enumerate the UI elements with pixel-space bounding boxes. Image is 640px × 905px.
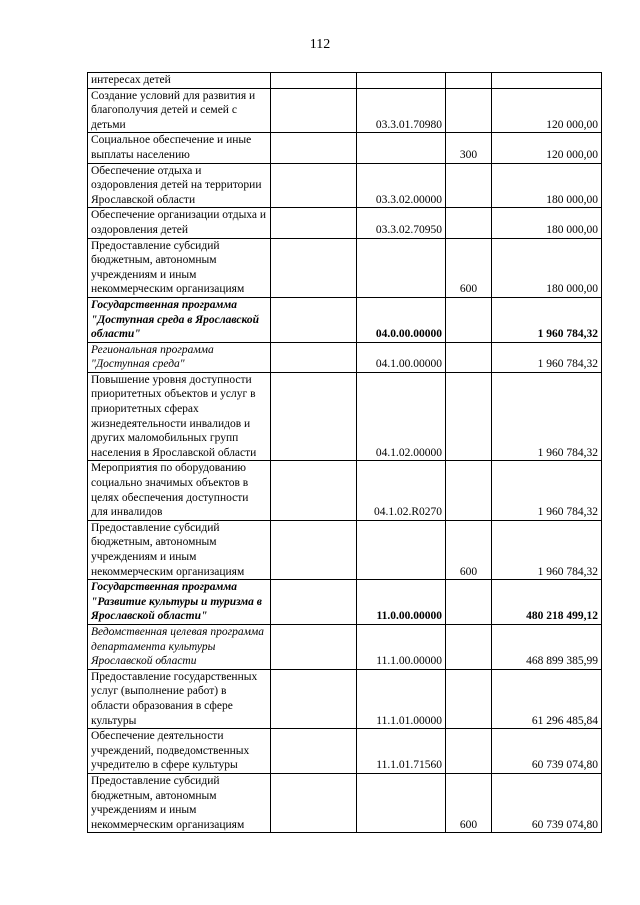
target-code-cell — [357, 773, 446, 832]
expense-type-cell: 600 — [446, 520, 492, 579]
expense-type-cell: 600 — [446, 773, 492, 832]
item-name-cell: Государственная программа "Доступная среда в Ярославской области" — [88, 297, 271, 342]
empty-column-cell — [271, 208, 357, 238]
item-name-cell: Предоставление субсидий бюджетным, автономным учреждениям и иным некоммерческим организациям — [88, 238, 271, 297]
table-row — [88, 461, 602, 520]
amount-cell: 468 899 385,99 — [492, 624, 602, 669]
table-row — [88, 520, 602, 579]
amount-cell: 1 960 784,32 — [492, 342, 602, 372]
expense-type-cell — [446, 342, 492, 372]
amount-cell: 180 000,00 — [492, 163, 602, 208]
amount-cell: 60 739 074,80 — [492, 773, 602, 832]
item-name-cell: Обеспечение организации отдыха и оздоровления детей — [88, 208, 271, 238]
amount-cell: 1 960 784,32 — [492, 461, 602, 520]
table-row — [88, 163, 602, 208]
table-row — [88, 208, 602, 238]
target-code-cell: 03.3.01.70980 — [357, 88, 446, 133]
table-row — [88, 624, 602, 669]
table-row — [88, 372, 602, 461]
empty-column-cell — [271, 461, 357, 520]
page-number: 112 — [309, 37, 331, 52]
empty-column-cell — [271, 73, 357, 89]
target-code-cell: 04.0.00.00000 — [357, 297, 446, 342]
expense-type-cell — [446, 729, 492, 774]
table-row — [88, 580, 602, 625]
budget-table-body — [88, 73, 602, 833]
table-row — [88, 238, 602, 297]
empty-column-cell — [271, 238, 357, 297]
table-row — [88, 297, 602, 342]
target-code-cell — [357, 238, 446, 297]
amount-cell: 120 000,00 — [492, 88, 602, 133]
empty-column-cell — [271, 297, 357, 342]
item-name-cell: Ведомственная целевая программа департамента культуры Ярославской области — [88, 624, 271, 669]
empty-column-cell — [271, 624, 357, 669]
empty-column-cell — [271, 520, 357, 579]
amount-cell: 180 000,00 — [492, 208, 602, 238]
empty-column-cell — [271, 729, 357, 774]
empty-column-cell — [271, 163, 357, 208]
item-name-cell: Социальное обеспечение и иные выплаты населению — [88, 133, 271, 163]
table-row — [88, 73, 602, 89]
target-code-cell: 03.3.02.00000 — [357, 163, 446, 208]
amount-cell: 1 960 784,32 — [492, 297, 602, 342]
expense-type-cell — [446, 372, 492, 461]
target-code-cell: 04.1.00.00000 — [357, 342, 446, 372]
amount-cell: 1 960 784,32 — [492, 520, 602, 579]
target-code-cell: 11.1.01.71560 — [357, 729, 446, 774]
target-code-cell: 03.3.02.70950 — [357, 208, 446, 238]
target-code-cell — [357, 133, 446, 163]
table-row — [88, 669, 602, 728]
table-row — [88, 88, 602, 133]
expense-type-cell: 300 — [446, 133, 492, 163]
item-name-cell: Предоставление субсидий бюджетным, автономным учреждениям и иным некоммерческим организациям — [88, 773, 271, 832]
item-name-cell: Повышение уровня доступности приоритетных объектов и услуг в приоритетных сферах жизнедеятельности инвалидов и других маломобильных групп населения в Ярославской области — [88, 372, 271, 461]
target-code-cell: 11.1.00.00000 — [357, 624, 446, 669]
expense-type-cell — [446, 88, 492, 133]
item-name-cell: Региональная программа "Доступная среда" — [88, 342, 271, 372]
target-code-cell — [357, 73, 446, 89]
expense-type-cell — [446, 163, 492, 208]
item-name-cell: Предоставление субсидий бюджетным, автономным учреждениям и иным некоммерческим организациям — [88, 520, 271, 579]
empty-column-cell — [271, 669, 357, 728]
empty-column-cell — [271, 372, 357, 461]
target-code-cell: 04.1.02.00000 — [357, 372, 446, 461]
item-name-cell: Обеспечение отдыха и оздоровления детей на территории Ярославской области — [88, 163, 271, 208]
item-name-cell: интересах детей — [88, 73, 271, 89]
amount-cell: 480 218 499,12 — [492, 580, 602, 625]
amount-cell: 61 296 485,84 — [492, 669, 602, 728]
amount-cell: 180 000,00 — [492, 238, 602, 297]
expense-type-cell — [446, 624, 492, 669]
amount-cell: 120 000,00 — [492, 133, 602, 163]
item-name-cell: Создание условий для развития и благополучия детей и семей с детьми — [88, 88, 271, 133]
item-name-cell: Мероприятия по оборудованию социально значимых объектов в целях обеспечения доступности для инвалидов — [88, 461, 271, 520]
target-code-cell: 04.1.02.R0270 — [357, 461, 446, 520]
amount-cell: 1 960 784,32 — [492, 372, 602, 461]
table-row — [88, 342, 602, 372]
empty-column-cell — [271, 133, 357, 163]
expense-type-cell: 600 — [446, 238, 492, 297]
empty-column-cell — [271, 580, 357, 625]
item-name-cell: Предоставление государственных услуг (выполнение работ) в области образования в сфере культуры — [88, 669, 271, 728]
expense-type-cell — [446, 669, 492, 728]
target-code-cell — [357, 520, 446, 579]
target-code-cell: 11.1.01.00000 — [357, 669, 446, 728]
target-code-cell: 11.0.00.00000 — [357, 580, 446, 625]
table-row — [88, 729, 602, 774]
expense-type-cell — [446, 73, 492, 89]
amount-cell: 60 739 074,80 — [492, 729, 602, 774]
expense-type-cell — [446, 208, 492, 238]
empty-column-cell — [271, 88, 357, 133]
empty-column-cell — [271, 342, 357, 372]
expense-type-cell — [446, 580, 492, 625]
empty-column-cell — [271, 773, 357, 832]
expense-type-cell — [446, 461, 492, 520]
item-name-cell: Государственная программа "Развитие культуры и туризма в Ярославской области" — [88, 580, 271, 625]
table-row — [88, 773, 602, 832]
budget-table — [87, 72, 602, 833]
item-name-cell: Обеспечение деятельности учреждений, подведомственных учредителю в сфере культуры — [88, 729, 271, 774]
amount-cell — [492, 73, 602, 89]
table-row — [88, 133, 602, 163]
expense-type-cell — [446, 297, 492, 342]
